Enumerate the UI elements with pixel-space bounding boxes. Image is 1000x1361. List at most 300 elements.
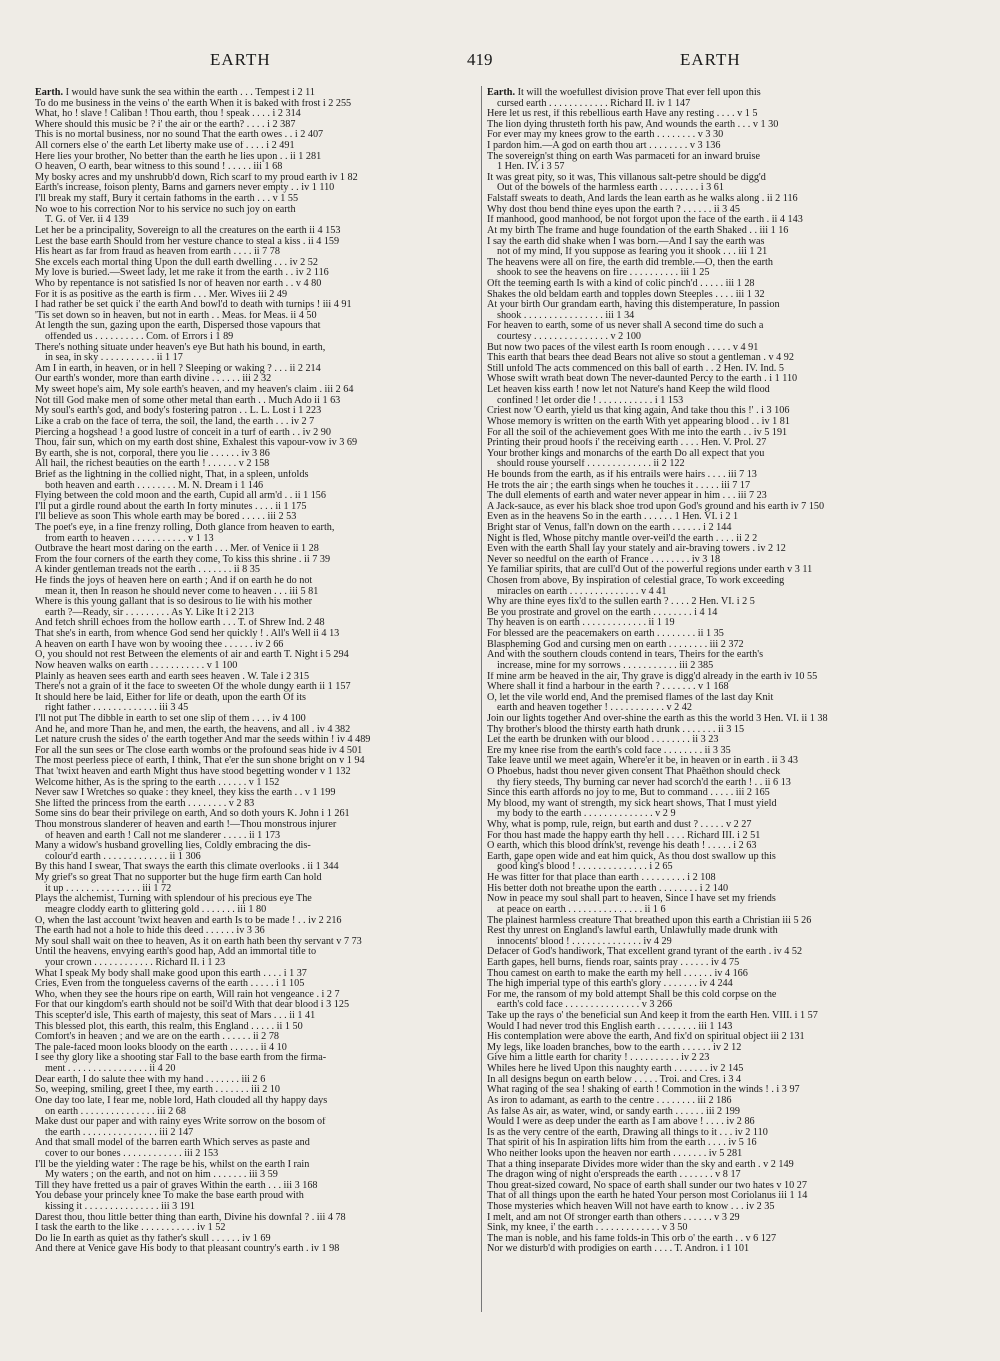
line-text: As iron to adamant, as earth to the centre . . . . . . . . iii 2 186 <box>487 1095 732 1106</box>
concordance-line <box>487 1128 939 1139</box>
concordance-line <box>35 1149 487 1160</box>
line-text: The poet's eye, in a fine frenzy rolling, Doth glance from heaven to earth, <box>35 522 335 533</box>
line-text: The most peerless piece of earth, I think, That e'er the sun shone bright on v 1 94 <box>35 756 365 767</box>
line-text: His contemplation were above the earth, And fix'd on spiritual object iii 2 131 <box>487 1032 805 1043</box>
concordance-line <box>487 438 939 449</box>
line-text: I'll not put The dibble in earth to set one slip of them . . . . iv 4 100 <box>35 713 306 724</box>
line-text: The heavens were all on fire, the earth did tremble.—O, then the earth <box>487 257 773 268</box>
concordance-line <box>487 852 939 863</box>
line-text: offended us . . . . . . . . . . Com. of Errors i 1 89 <box>45 332 234 343</box>
concordance-line <box>35 1191 487 1202</box>
line-text: Earth. It will the woefullest division prove That ever fell upon this <box>487 88 761 98</box>
concordance-line <box>35 374 487 385</box>
line-text: The lion dying thrusteth forth his paw, And wounds the earth . . . v 1 30 <box>487 119 779 130</box>
concordance-line <box>487 1053 939 1064</box>
line-text: Let her be a principality, Sovereign to all the creatures on the earth ii 4 153 <box>35 225 341 236</box>
concordance-line <box>35 1032 487 1043</box>
concordance-line <box>35 173 487 184</box>
concordance-line <box>35 311 487 322</box>
concordance-line <box>487 958 939 969</box>
line-text: Your brother kings and monarchs of the earth Do all expect that you <box>487 448 765 459</box>
concordance-line <box>35 916 487 927</box>
concordance-line <box>35 152 487 163</box>
concordance-line <box>487 809 939 820</box>
line-text: There's not a grain of it the face to sweeten Of the whole dungy earth ii 1 157 <box>35 682 351 693</box>
concordance-line <box>35 894 487 905</box>
concordance-line <box>487 1138 939 1149</box>
line-text: From the four corners of the earth they come, To kiss this shrine . ii 7 39 <box>35 554 331 565</box>
concordance-line <box>487 152 939 163</box>
concordance-line <box>35 884 487 895</box>
line-text: She excels each mortal thing Upon the dull earth dwelling . . . iv 2 52 <box>35 257 318 268</box>
line-text: Now in peace my soul shall part to heaven, Since I have set my friends <box>487 894 776 905</box>
concordance-line <box>35 1181 487 1192</box>
line-text: Printing their proud hoofs i' the receiving earth . . . . Hen. V. Prol. 27 <box>487 438 767 449</box>
line-text: Darest thou, thou little better thing than earth, Divine his downfal ? . iii 4 78 <box>35 1212 346 1223</box>
line-text: innocents' blood ! . . . . . . . . . . . . . . iv 4 29 <box>497 936 672 947</box>
line-text: At my birth The frame and huge foundation of the earth Shaked . . iii 1 16 <box>487 225 789 236</box>
concordance-line <box>35 947 487 958</box>
line-text: Comfort's in heaven ; and we are on the earth . . . . . . ii 2 78 <box>35 1032 280 1043</box>
concordance-line <box>35 353 487 364</box>
line-text: The sovereign'st thing on earth Was parmaceti for an inward bruise <box>487 151 760 162</box>
line-text: For all the sun sees or The close earth wombs or the profound seas hide iv 4 501 <box>35 745 363 756</box>
line-text: right father . . . . . . . . . . . . . iii 3 45 <box>45 703 189 714</box>
line-text: That a thing inseparate Divides more wider than the sky and earth . v 2 149 <box>487 1159 794 1170</box>
line-text: All corners else o' the earth Let liberty make use of . . . . i 2 491 <box>35 141 295 152</box>
concordance-line <box>487 969 939 980</box>
concordance-line <box>35 735 487 746</box>
concordance-line <box>487 862 939 873</box>
concordance-line <box>35 597 487 608</box>
line-text: earth's cold face . . . . . . . . . . . . . . . v 3 266 <box>497 1000 673 1011</box>
concordance-line <box>35 767 487 778</box>
line-text: the earth . . . . . . . . . . . . . . . iii 2 147 <box>45 1127 194 1138</box>
line-text: Earth gapes, hell burns, fiends roar, saints pray . . . . . . iv 4 75 <box>487 957 740 968</box>
line-text: At length the sun, gazing upon the earth, Dispersed those vapours that <box>35 321 321 332</box>
concordance-line <box>487 990 939 1001</box>
concordance-line <box>35 406 487 417</box>
line-text: both heaven and earth . . . . . . . . M. N. Dream i 1 146 <box>45 480 264 491</box>
line-text: Let heaven kiss earth ! now let not Nature's hand Keep the wild flood <box>487 385 770 396</box>
line-text: kissing it . . . . . . . . . . . . . . . iii 3 191 <box>45 1201 195 1212</box>
line-text: Where should this music be ? i' the air or the earth? . . . . i 2 387 <box>35 119 296 130</box>
line-text: Cries, Even from the tongueless caverns of the earth . . . . . i 1 105 <box>35 979 305 990</box>
line-text: Not till God make men of some other metal than earth . . Much Ado ii 1 63 <box>35 395 341 406</box>
concordance-line <box>487 481 939 492</box>
line-text: courtesy . . . . . . . . . . . . . . . v 2 100 <box>497 332 642 343</box>
line-text: There's nothing situate under heaven's eye But hath his bound, in earth, <box>35 342 326 353</box>
concordance-line <box>35 258 487 269</box>
concordance-line <box>35 746 487 757</box>
concordance-line <box>487 353 939 364</box>
line-text: Plainly as heaven sees earth and earth sees heaven . W. Tale i 2 315 <box>35 671 310 682</box>
concordance-line <box>487 268 939 279</box>
line-text: Why, what is pomp, rule, reign, but earth and dust ? . . . . . v 2 27 <box>487 820 752 831</box>
line-text: This earth that bears thee dead Bears not alive so stout a gentleman . v 4 92 <box>487 353 794 364</box>
concordance-line <box>487 247 939 258</box>
line-text: Take up the rays o' the beneficial sun And keep it from the earth Hen. VIII. i 1 57 <box>487 1011 818 1022</box>
concordance-line <box>35 279 487 290</box>
line-text: A Jack-sauce, as ever his black shoe trod upon God's ground and his earth iv 7 150 <box>487 501 825 512</box>
concordance-line <box>35 343 487 354</box>
line-text: Here lies your brother, No better than the earth he lies upon . . ii 1 281 <box>35 151 322 162</box>
line-text: One day too late, I fear me, noble lord, Hath clouded all thy happy days <box>35 1095 328 1106</box>
concordance-line <box>35 820 487 831</box>
line-text: Out of the bowels of the harmless earth . . . . . . . . i 3 61 <box>497 183 724 194</box>
line-text: Whose memory is written on the earth With yet appearing blood . . iv 1 81 <box>487 416 790 427</box>
line-text: I see thy glory like a shooting star Fall to the base earth from the firma- <box>35 1053 327 1064</box>
line-text: of heaven and earth ! Call not me slanderer . . . . . ii 1 173 <box>45 830 281 841</box>
line-text: Where is this young gallant that is so desirous to lie with his mother <box>35 597 313 608</box>
left-column <box>35 88 487 1255</box>
concordance-line <box>35 162 487 173</box>
concordance-line <box>487 215 939 226</box>
right-column <box>487 88 939 1255</box>
line-text: A kinder gentleman treads not the earth . . . . . . . ii 8 35 <box>35 565 260 576</box>
concordance-line <box>35 130 487 141</box>
line-text: Thy brother's blood the thirsty earth hath drunk . . . . . . . ii 3 15 <box>487 724 745 735</box>
concordance-line <box>35 1234 487 1245</box>
line-text: Bright star of Venus, fall'n down on the earth . . . . . . i 2 144 <box>487 522 732 533</box>
concordance-line <box>487 926 939 937</box>
concordance-line <box>487 1213 939 1224</box>
line-text: In all designs begun on earth below . . . . . Troi. and Cres. i 3 4 <box>487 1074 742 1085</box>
concordance-line <box>35 650 487 661</box>
concordance-line <box>35 756 487 767</box>
line-text: Even as in the heavens So in the earth . . . . . . 1 Hen. VI. i 2 1 <box>487 512 739 523</box>
line-text: Whiles here he lived Upon this naughty earth . . . . . . . iv 2 145 <box>487 1064 744 1075</box>
line-text: For it is as positive as the earth is firm . . . Mer. Wives iii 2 49 <box>35 289 288 300</box>
line-text: Thou monstrous slanderer of heaven and earth !—Thou monstrous injurer <box>35 820 337 831</box>
concordance-line <box>35 534 487 545</box>
line-text: Brief as the lightning in the collied night, That, in a spleen, unfolds <box>35 469 309 480</box>
line-text: Never saw I Wretches so quake : they kneel, they kiss the earth . . v 1 199 <box>35 788 336 799</box>
line-text: As false As air, as water, wind, or sandy earth . . . . . . iii 2 199 <box>487 1106 740 1117</box>
concordance-line <box>487 947 939 958</box>
concordance-line <box>487 618 939 629</box>
line-text: Still unfold The acts commenced on this ball of earth . . 2 Hen. IV. Ind. 5 <box>487 363 784 374</box>
line-text: Be you prostrate and grovel on the earth . . . . . . . . i 4 14 <box>487 607 718 618</box>
line-text: ment . . . . . . . . . . . . . . . . ii 4 20 <box>45 1064 176 1075</box>
line-text: Falstaff sweats to death, And lards the lean earth as he walks along . ii 2 116 <box>487 194 798 205</box>
line-text: And he, and more Than he, and men, the earth, the heavens, and all . iv 4 382 <box>35 724 351 735</box>
line-text: Earth. I would have sunk the sea within the earth . . . Tempest i 2 11 <box>35 88 315 98</box>
line-text: Now heaven walks on earth . . . . . . . . . . . v 1 100 <box>35 660 238 671</box>
concordance-line <box>35 1244 487 1255</box>
concordance-line <box>487 428 939 439</box>
line-text: All hail, the richest beauties on the earth ! . . . . . . v 2 158 <box>35 459 270 470</box>
concordance-line <box>35 290 487 301</box>
line-text: My soul's earth's god, and body's fostering patron . . L. L. Lost i 1 223 <box>35 406 322 417</box>
line-text: Here let us rest, if this rebellious earth Have any resting . . . . v 1 5 <box>487 109 758 120</box>
concordance-line <box>35 544 487 555</box>
concordance-line <box>35 385 487 396</box>
line-text: A heaven on earth I have won by wooing thee . . . . . . iv 2 66 <box>35 639 284 650</box>
concordance-line <box>35 268 487 279</box>
concordance-line <box>35 979 487 990</box>
concordance-line <box>35 88 487 99</box>
concordance-line <box>487 767 939 778</box>
line-text: Thou, fair sun, which on my earth dost shine, Exhalest this vapour-vow iv 3 69 <box>35 438 358 449</box>
line-text: confined ! let order die ! . . . . . . . . . . . i 1 153 <box>497 395 684 406</box>
line-text: Thy heaven is on earth . . . . . . . . . . . . . ii 1 19 <box>487 618 675 629</box>
line-text: cover to our bones . . . . . . . . . . . . iii 2 153 <box>45 1148 219 1159</box>
line-text: No woe to his correction Nor to his service no such joy on earth <box>35 204 296 215</box>
concordance-line <box>487 290 939 301</box>
line-text: Defacer of God's handiwork, That excellent grand tyrant of the earth . iv 4 52 <box>487 947 803 958</box>
concordance-line <box>487 1170 939 1181</box>
concordance-line <box>35 661 487 672</box>
concordance-line <box>35 449 487 460</box>
concordance-line <box>35 438 487 449</box>
concordance-line <box>35 523 487 534</box>
line-text: Do lie In earth as quiet as thy father's skull . . . . . . iv 1 69 <box>35 1233 271 1244</box>
line-text: from earth to heaven . . . . . . . . . . . v 1 13 <box>45 533 214 544</box>
concordance-line <box>35 1213 487 1224</box>
line-text: thy fiery steeds, Thy burning car never had scorch'd the earth ! . . ii 6 13 <box>497 777 791 788</box>
concordance-line <box>35 862 487 873</box>
line-text: My waters ; on the earth, and not on him . . . . . . . iii 3 59 <box>45 1170 278 1181</box>
line-text: He was fitter for that place than earth . . . . . . . . . i 2 108 <box>487 873 716 884</box>
concordance-line <box>487 544 939 555</box>
line-text: My blood, my want of strength, my sick heart shows, That I must yield <box>487 798 777 809</box>
line-text: Am I in earth, in heaven, or in hell ? Sleeping or waking ? . . . ii 2 214 <box>35 363 321 374</box>
line-text: Flying between the cold moon and the earth, Cupid all arm'd . . ii 1 156 <box>35 491 326 502</box>
concordance-line <box>35 799 487 810</box>
line-text: Thou camest on earth to make the earth my hell . . . . . . iv 4 166 <box>487 968 748 979</box>
concordance-line <box>35 682 487 693</box>
line-text: The dragon wing of night o'erspreads the earth . . . . . . . v 8 17 <box>487 1170 741 1181</box>
headword: Earth. <box>35 88 64 98</box>
concordance-line <box>487 1223 939 1234</box>
concordance-line <box>35 672 487 683</box>
line-text: Many a widow's husband grovelling lies, Coldly embracing the dis- <box>35 841 311 852</box>
concordance-line <box>487 364 939 375</box>
concordance-line <box>35 247 487 258</box>
line-text: Chosen from above, By inspiration of celestial grace, To work exceeding <box>487 576 785 587</box>
concordance-line <box>35 215 487 226</box>
line-text: Piercing a hogshead ! a good lustre of conceit in a turf of earth . . iv 2 90 <box>35 427 331 438</box>
concordance-line <box>487 799 939 810</box>
line-text: She lifted the princess from the earth . . . . . . . . v 2 83 <box>35 798 255 809</box>
concordance-line <box>487 788 939 799</box>
concordance-line <box>487 661 939 672</box>
concordance-line <box>487 374 939 385</box>
running-head-left: EARTH <box>210 50 271 69</box>
concordance-line <box>487 1202 939 1213</box>
concordance-line <box>487 1064 939 1075</box>
concordance-line <box>35 321 487 332</box>
line-text: T. G. of Ver. ii 4 139 <box>45 215 129 226</box>
concordance-line <box>487 587 939 598</box>
concordance-line <box>35 693 487 704</box>
line-text: The pale-faced moon looks bloody on the earth . . . . . . ii 4 10 <box>35 1042 287 1053</box>
line-text: Since this earth affords no joy to me, But to command . . . . . iii 2 165 <box>487 788 770 799</box>
concordance-line <box>35 958 487 969</box>
concordance-line <box>35 99 487 110</box>
line-text: My grief's so great That no supporter but the huge firm earth Can hold <box>35 873 322 884</box>
line-text: Who neither looks upon the heaven nor earth . . . . . . . iv 5 281 <box>487 1148 743 1159</box>
line-text: Give him a little earth for charity ! . . . . . . . . . . iv 2 23 <box>487 1053 710 1064</box>
line-text: I say the earth did shake when I was born.—And I say the earth was <box>487 236 765 247</box>
concordance-line <box>487 109 939 120</box>
concordance-line <box>487 1107 939 1118</box>
concordance-line <box>35 905 487 916</box>
concordance-line <box>35 120 487 131</box>
line-text: Join our lights together And over-shine the earth as this the world 3 Hen. VI. ii 1 38 <box>487 713 828 724</box>
line-text: on earth . . . . . . . . . . . . . . . iii 2 68 <box>45 1106 186 1117</box>
line-text: Dear earth, I do salute thee with my hand . . . . . . . iii 2 6 <box>35 1074 266 1085</box>
concordance-line <box>487 841 939 852</box>
line-text: It was great pity, so it was, This villanous salt-petre should be digg'd <box>487 172 766 183</box>
line-text: To do me business in the veins o' the earth When it is baked with frost i 2 255 <box>35 98 352 109</box>
concordance-line <box>35 1043 487 1054</box>
line-text: Night is fled, Whose pitchy mantle over-veil'd the earth . . . . ii 2 2 <box>487 533 758 544</box>
concordance-line <box>487 162 939 173</box>
line-text: O earth, which this blood drink'st, revenge his death ! . . . . . i 2 63 <box>487 841 757 852</box>
line-text: Would I had never trod this English earth . . . . . . . . iii 1 143 <box>487 1021 733 1032</box>
line-text: Earth's increase, foison plenty, Barns and garners never empty . . iv 1 110 <box>35 183 335 194</box>
line-text: good king's blood ! . . . . . . . . . . . . . . i 2 65 <box>497 862 673 873</box>
line-text: meagre cloddy earth to glittering gold . . . . . . . iii 1 80 <box>45 904 267 915</box>
concordance-line <box>487 1181 939 1192</box>
line-text: Some sins do bear their privilege on earth, And so doth yours K. John i 1 261 <box>35 809 350 820</box>
line-text: For all the soil of the achievement goes With me into the earth . . iv 5 191 <box>487 427 788 438</box>
concordance-line <box>35 1000 487 1011</box>
line-text: Who by repentance is not satisfied Is nor of heaven nor earth . . v 4 80 <box>35 278 322 289</box>
concordance-line <box>35 990 487 1001</box>
line-text: For heaven to earth, some of us never shall A second time do such a <box>487 321 764 332</box>
concordance-line <box>487 820 939 831</box>
concordance-line <box>35 629 487 640</box>
concordance-line <box>35 417 487 428</box>
line-text: Plays the alchemist, Turning with splendour of his precious eye The <box>35 894 312 905</box>
concordance-line <box>487 130 939 141</box>
concordance-line <box>35 576 487 587</box>
line-text: I'll break my staff, Bury it certain fathoms in the earth . . . v 1 55 <box>35 194 299 205</box>
line-text: I'll believe as soon This whole earth may be bored . . . . . iii 2 53 <box>35 512 297 523</box>
concordance-line <box>487 735 939 746</box>
concordance-line <box>487 640 939 651</box>
concordance-line <box>35 1223 487 1234</box>
line-text: At your birth Our grandam earth, having this distemperature, In passion <box>487 300 780 311</box>
line-text: My bosky acres and my unshrubb'd down, Rich scarf to my proud earth iv 1 82 <box>35 172 358 183</box>
concordance-line <box>487 343 939 354</box>
concordance-line <box>35 1138 487 1149</box>
concordance-line <box>487 396 939 407</box>
concordance-line <box>35 1117 487 1128</box>
line-text: miracles on earth . . . . . . . . . . . . . . v 4 41 <box>497 586 667 597</box>
concordance-line <box>487 565 939 576</box>
concordance-line <box>35 205 487 216</box>
line-text: Those mysteries which heaven Will not have earth to know . . . iv 2 35 <box>487 1201 775 1212</box>
concordance-line <box>35 396 487 407</box>
concordance-line <box>487 894 939 905</box>
line-text: And there at Venice gave His body to that pleasant country's earth . iv 1 98 <box>35 1244 340 1255</box>
line-text: Like a crab on the face of terra, the soil, the land, the earth . . . iv 2 7 <box>35 416 315 427</box>
concordance-line <box>487 831 939 842</box>
concordance-line <box>487 1191 939 1202</box>
line-text: His heart as far from fraud as heaven from earth . . . . ii 7 78 <box>35 247 280 258</box>
line-text: Outbrave the heart most daring on the earth . . . Mer. of Venice ii 1 28 <box>35 544 319 555</box>
concordance-line <box>487 1022 939 1033</box>
concordance-line <box>487 332 939 343</box>
concordance-line <box>487 1244 939 1255</box>
page-header <box>0 50 1000 80</box>
concordance-line <box>487 756 939 767</box>
line-text: I pardon him.—A god on earth thou art . . . . . . . . v 3 136 <box>487 141 721 152</box>
concordance-line <box>35 852 487 863</box>
concordance-line <box>35 332 487 343</box>
line-text: This blessed plot, this earth, this realm, this England . . . . . ii 1 50 <box>35 1021 303 1032</box>
concordance-line <box>487 88 939 99</box>
concordance-line <box>487 1075 939 1086</box>
concordance-line <box>487 300 939 311</box>
concordance-line <box>487 321 939 332</box>
concordance-line <box>487 120 939 131</box>
line-text: What I speak My body shall make good upon this earth . . . . i 1 37 <box>35 968 307 979</box>
concordance-line <box>35 778 487 789</box>
line-text: It should here be laid, Either for life or death, upon the earth Of its <box>35 692 307 703</box>
line-text: He bounds from the earth, as if his entrails were hairs . . . . iii 7 13 <box>487 469 757 480</box>
concordance-line <box>35 555 487 566</box>
running-head-right: EARTH <box>680 50 741 69</box>
concordance-line <box>487 1096 939 1107</box>
line-text: Nor we disturb'd with prodigies on earth . . . . T. Andron. i 1 101 <box>487 1244 750 1255</box>
concordance-line <box>487 629 939 640</box>
line-text: Is as the very centre of the earth, Drawing all things to it . . . iv 2 110 <box>487 1127 768 1138</box>
line-text: This is no mortal business, nor no sound That the earth owes . . i 2 407 <box>35 130 324 141</box>
line-text: Why are thine eyes fix'd to the sullen earth ? . . . . 2 Hen. VI. i 2 5 <box>487 597 755 608</box>
concordance-line <box>487 99 939 110</box>
line-text: He finds the joys of heaven here on earth ; And if on earth he do not <box>35 576 313 587</box>
line-text: My soul shall wait on thee to heaven, As it on earth hath been thy servant v 7 73 <box>35 936 362 947</box>
concordance-line <box>487 555 939 566</box>
line-text: By earth, she is not, corporal, there you lie . . . . . . iv 3 86 <box>35 448 270 459</box>
concordance-line <box>35 703 487 714</box>
line-text: O Phoebus, hadst thou never given consent That Phaëthon should check <box>487 767 781 777</box>
line-text: mean it, then In reason he should never come to heaven . . . iii 5 81 <box>45 586 319 597</box>
line-text: Blaspheming God and cursing men on earth . . . . . . . . iii 2 372 <box>487 639 744 650</box>
concordance-line <box>487 884 939 895</box>
line-text: Oft the teeming earth Is with a kind of colic pinch'd . . . . . iii 1 28 <box>487 278 755 289</box>
concordance-line <box>487 183 939 194</box>
line-text: For ever may my knees grow to the earth . . . . . . . . v 3 30 <box>487 130 724 141</box>
concordance-line <box>35 937 487 948</box>
concordance-line <box>487 1160 939 1171</box>
concordance-line <box>487 979 939 990</box>
line-text: The man is noble, and his fame folds-in This orb o' the earth . . v 6 127 <box>487 1233 777 1244</box>
concordance-line <box>487 778 939 789</box>
line-text: shook to see the heavens on fire . . . . . . . . . . iii 1 25 <box>497 268 710 279</box>
concordance-line <box>35 364 487 375</box>
line-text: The earth had not a hole to hide this deed . . . . . . iv 3 36 <box>35 926 265 937</box>
line-text: That 'twixt heaven and earth Might thus have stood begetting wonder v 1 132 <box>35 767 351 777</box>
line-text: I melt, and am not Of stronger earth than others . . . . . . v 3 29 <box>487 1212 740 1223</box>
concordance-line <box>35 300 487 311</box>
line-text: Ere my knee rise from the earth's cold face . . . . . . . . ii 3 35 <box>487 745 731 756</box>
line-text: your crown . . . . . . . . . . . . Richard II. i 1 23 <box>45 957 226 968</box>
concordance-line <box>487 173 939 184</box>
concordance-line <box>35 1075 487 1086</box>
concordance-line <box>35 1128 487 1139</box>
line-text: cursed earth . . . . . . . . . . . . Richard II. iv 1 147 <box>497 98 691 109</box>
concordance-line <box>487 576 939 587</box>
concordance-line <box>35 237 487 248</box>
line-text: Till they have fretted us a pair of graves Within the earth . . . iii 3 168 <box>35 1180 318 1191</box>
concordance-line <box>487 491 939 502</box>
